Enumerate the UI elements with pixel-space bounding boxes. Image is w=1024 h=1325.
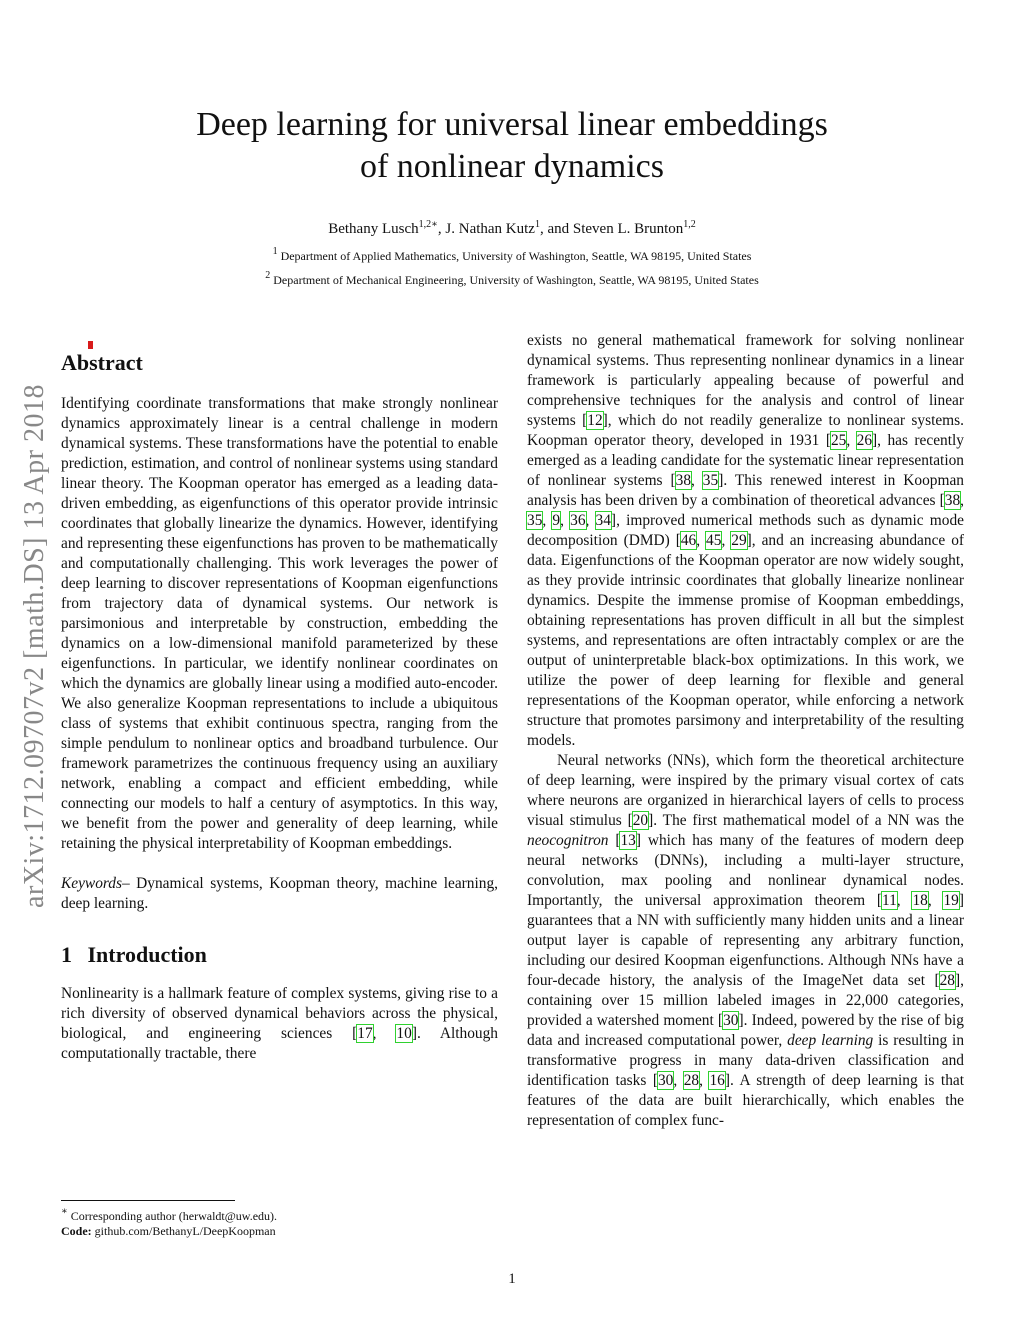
section-number: 1 — [61, 942, 72, 967]
bookmark-marker-icon — [88, 341, 93, 349]
citation-link[interactable]: 13 — [620, 832, 636, 849]
citation-link[interactable]: 30 — [723, 1012, 739, 1029]
citation-link[interactable]: 18 — [912, 892, 928, 909]
affiliation-text: Department of Mechanical Engineering, University of Washington, Seattle, WA 98195, United States — [273, 273, 759, 287]
citation-link[interactable]: 25 — [830, 432, 847, 449]
paper-title — [120, 104, 904, 188]
citation-link[interactable]: 36 — [570, 512, 586, 529]
citation-link[interactable]: 19 — [943, 892, 959, 909]
author-list: Bethany Lusch$^{1,2∗}$, J. Nathan Kutz$^1$, and Steven L. Brunton$^{1,2}$ — [328, 219, 696, 237]
author-name: J. Nathan Kutz — [445, 221, 535, 237]
citation-link[interactable]: 12 — [587, 412, 603, 429]
citation-link[interactable]: 38 — [944, 492, 961, 509]
citation-link[interactable]: 20 — [632, 812, 649, 829]
citation-link[interactable]: 26 — [856, 432, 873, 449]
citation-link[interactable]: 28 — [683, 1072, 700, 1089]
author-affiliation-mark: 1,2 — [683, 219, 696, 230]
abstract-heading: Abstract — [61, 350, 143, 375]
citation-link[interactable]: 45 — [706, 532, 722, 549]
code-link[interactable]: github.com/BethanyL/DeepKoopman — [94, 1224, 276, 1238]
keywords-label: Keywords — [61, 875, 122, 892]
author-name: and Steven L. Brunton — [547, 221, 684, 237]
citation-link[interactable]: 28 — [939, 972, 955, 989]
citation-link[interactable]: 29 — [731, 532, 747, 549]
footnote-corresponding-author: ∗ Corresponding author (herwaldt@uw.edu). — [61, 1206, 278, 1223]
title-line-2: of nonlinear dynamics — [359, 148, 665, 185]
citation-link[interactable]: 38 — [675, 472, 692, 489]
citation-link[interactable]: 9 — [552, 512, 561, 529]
citation-link[interactable]: 35 — [527, 512, 543, 529]
citation-link[interactable]: 10 — [396, 1025, 412, 1042]
keywords-text: – Dynamical systems, Koopman theory, machine learning, deep learning. — [61, 875, 498, 912]
affiliation-text: Department of Applied Mathematics, University of Washington, Seattle, WA 98195, United States — [280, 249, 752, 263]
abstract-text: Identifying coordinate transformations that make strongly nonlinear dynamics approximately linear is a central challenge in modern dynamical systems. These transformations have the potential to enable prediction, estimation, and control of nonlinear systems using standard linear theory. The Koopman operator has emerged as a leading data-driven embedding, as eigenfunctions of this operator provide intrinsic coordinates that globally linearize the dynamics. However, identifying and representing these eigenfunctions has proven to be mathematically and computationally challenging. This work leverages the power of deep learning to discover representations of Koopman eigenfunctions from trajectory data of dynamical systems. Our network is parsimonious and interpretable by construction, embedding the dynamics on a low-dimensional manifold parameterized by these eigenfunctions. In particular, we identify nonlinear coordinates on which the dynamics are globally linear using a modified auto-encoder. We also generalize Koopman representations to include a ubiquitous class of systems that exhibit continuous spectra, ranging from the simple pendulum to nonlinear optics and broadband turbulence. Our framework parametrizes the continuous frequency using an auxiliary network, enabling a compact and efficient embedding, while connecting our models to half a century of asymptotics. In this way, we benefit from the power and generality of deep learning, while retaining the physical interpretability of Koopman embeddings. — [61, 395, 498, 852]
author-name: Bethany Lusch — [328, 221, 419, 237]
arxiv-identifier: arXiv:1712.09707v2 [math.DS] 13 Apr 2018 — [19, 384, 50, 908]
section-title: Introduction — [87, 942, 207, 967]
affiliation — [120, 270, 904, 288]
citation-link[interactable]: 16 — [709, 1072, 725, 1089]
footnote-code — [61, 1224, 276, 1239]
intro-paragraph: Neural networks (NNs), which form the theoretical architecture of deep learning, were inspired by the primary visual cortex of cats where neurons are organized in hierarchical layers of cells to process visual stimulus [20]. The first mathematical model of a NN was the neocognitron [13] which has many of the features of modern deep neural networks (DNNs), including a multi-layer structure, convolution, max pooling and nonlinear dynamical nodes. Importantly, the universal approximation theorem [11, 18, 19] guarantees that a NN with sufficiently many hidden units and a linear output layer is capable of representing any arbitrary function, including our desired Koopman eigenfunctions. Although NNs have a four-decade history, the analysis of the ImageNet data set [28], containing over 15 million labeled images in 22,000 categories, provided a watershed moment [30]. Indeed, powered by the rise of big data and increased computational power, deep learning is resulting in transformative progress in many data-driven classification and identification tasks [30, 28, 16]. A strength of deep learning is that features of the data are built hierarchically, which enables the representation of complex func- — [527, 752, 965, 1129]
intro-paragraph: exists no general mathematical framework for solving nonlinear dynamical systems. Thus representing nonlinear dynamics in a linear framework is particularly appealing because of powerful and comprehensive techniques for the analysis and control of linear systems [12], which do not readily generalize to nonlinear systems. Koopman operator theory, developed in 1931 [25, 26], has recently emerged as a leading candidate for the systematic linear representation of nonlinear systems [38, 35]. This renewed interest in Koopman analysis has been driven by a combination of theoretical advances [38, 35, 9, 36, 34], improved numerical methods such as dynamic mode decomposition (DMD) [46, 45, 29], and an increasing abundance of data. Eigenfunctions of the Koopman operator are now widely sought, as they provide intrinsic coordinates that globally linearize nonlinear dynamics. Despite the immense promise of Koopman embeddings, obtaining representations has proven difficult in all but the simplest systems, and representations are often intractably complex or are the output of uninterpretable black-box optimizations. In this work, we utilize the power of deep learning for flexible and general representations of the Koopman operator, while enforcing a network structure that promotes parsimony and interpretability of the resulting models. — [527, 332, 965, 749]
affiliation — [120, 246, 904, 264]
intro-paragraph: Nonlinearity is a hallmark feature of complex systems, giving rise to a rich diversity of observed dynamical behaviors across the physical, biological, and engineering sciences [17, 10]. Although computationally tractable, there — [61, 985, 498, 1062]
citation-link[interactable]: 34 — [595, 512, 611, 529]
author-affiliation-mark: 1,2∗ — [418, 219, 438, 230]
footnote-code-label: Code: — [61, 1224, 92, 1238]
affiliation-mark: 2 — [265, 270, 271, 281]
citation-link[interactable]: 35 — [702, 472, 719, 489]
right-column — [527, 331, 964, 1131]
footnote-divider — [61, 1200, 235, 1201]
author-affiliation-mark: 1 — [534, 219, 540, 230]
page-number: 1 — [508, 1271, 516, 1287]
citation-link[interactable]: 30 — [657, 1072, 674, 1089]
citation-link[interactable]: 11 — [881, 892, 897, 909]
citation-link[interactable]: 46 — [680, 532, 697, 549]
title-line-1: Deep learning for universal linear embeddings — [196, 106, 828, 143]
section-heading — [61, 942, 498, 968]
keywords — [61, 874, 498, 914]
citation-link[interactable]: 17 — [357, 1025, 373, 1042]
affiliation-mark: 1 — [272, 246, 278, 257]
left-column — [61, 350, 498, 1064]
footnote-mark: ∗ — [61, 1206, 68, 1217]
